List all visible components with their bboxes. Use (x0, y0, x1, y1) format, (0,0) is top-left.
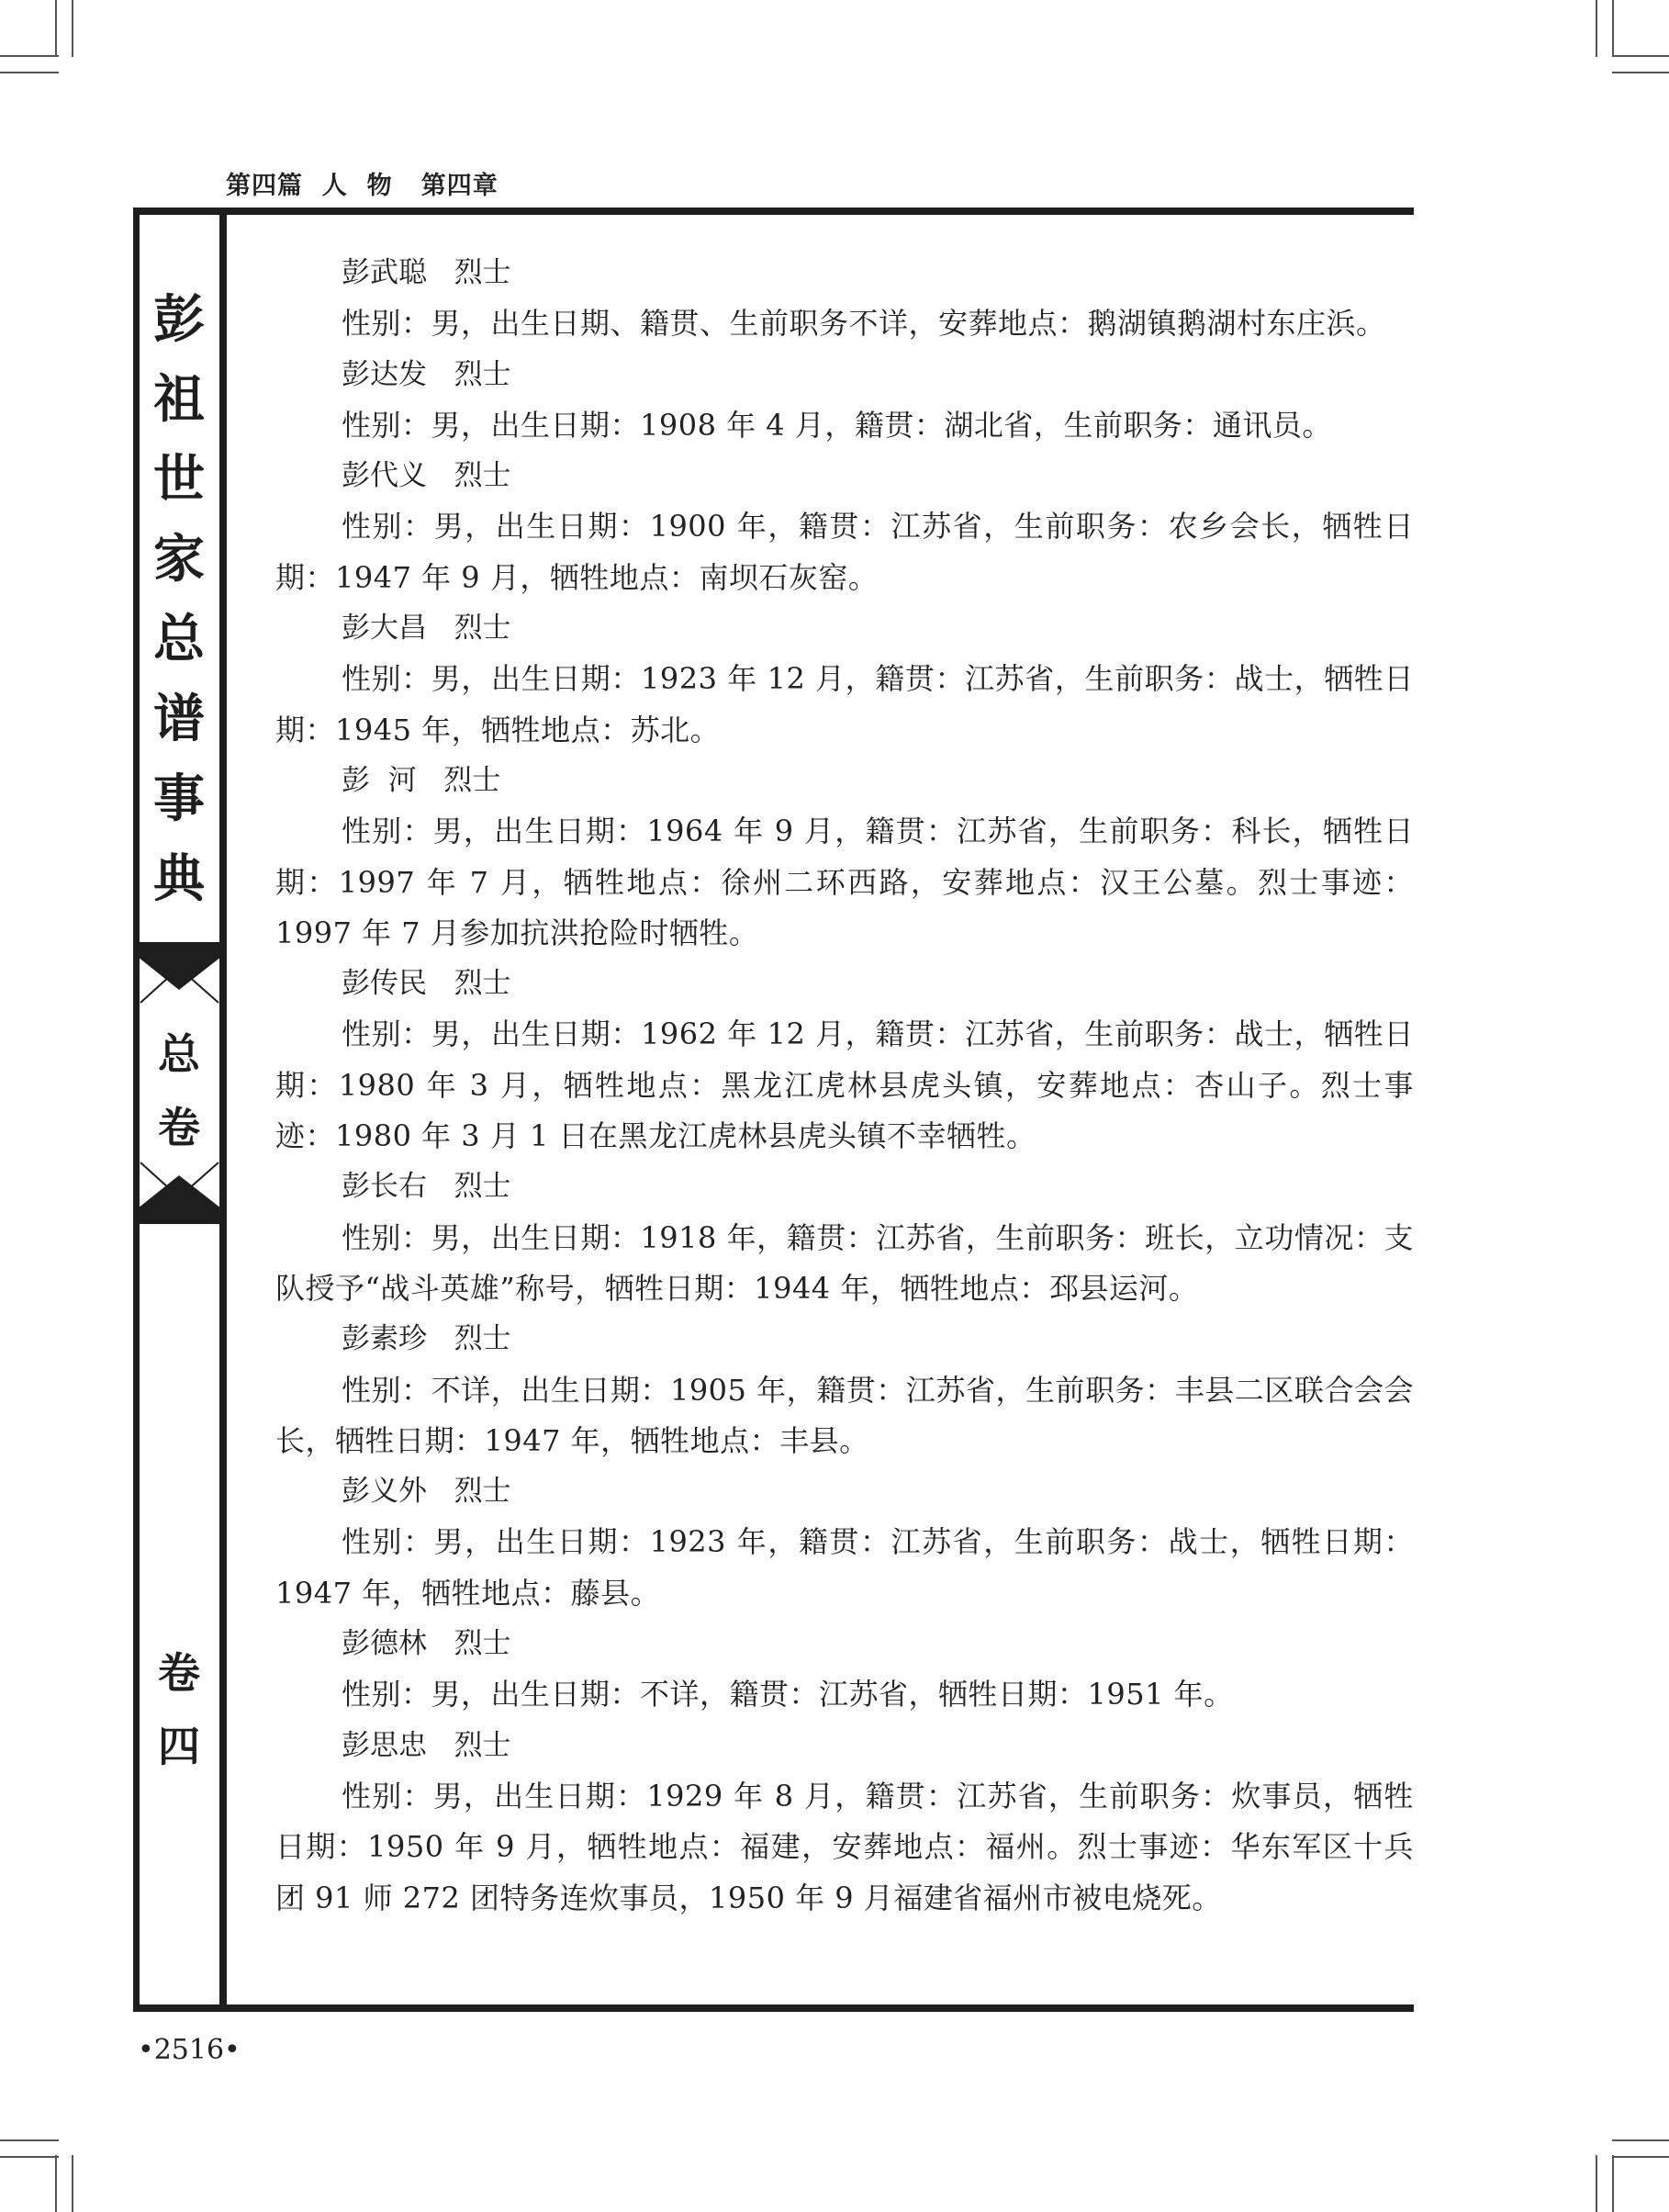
crop-mark (0, 55, 59, 57)
martyr-title: 烈士 (454, 967, 511, 1001)
book-title-vertical (133, 280, 225, 919)
martyr-title: 烈士 (454, 1475, 511, 1509)
entry-heading (275, 959, 1414, 1009)
crop-mark (55, 2155, 57, 2212)
entry-heading (275, 756, 1414, 806)
entry-text: 性别：男，出生日期、籍贯、生前职务不详，安葬地点：鹅湖镇鹅湖村东庄浜。 (342, 306, 1386, 342)
list-item (275, 1162, 1414, 1314)
martyr-name: 彭代义 (342, 459, 427, 493)
crop-mark (1612, 72, 1669, 73)
list-item (275, 350, 1414, 452)
martyr-title: 烈士 (454, 612, 511, 646)
entry-heading (275, 1314, 1414, 1364)
martyr-title: 烈士 (454, 1627, 511, 1661)
entry-heading (275, 248, 1414, 298)
entry-text: 性别：男，出生日期：1908 年 4 月，籍贯：湖北省，生前职务：通讯员。 (342, 407, 1332, 443)
general-volume-label (133, 1017, 225, 1164)
entry-heading (275, 451, 1414, 501)
martyr-title: 烈士 (454, 1170, 511, 1204)
list-item (275, 603, 1414, 756)
list-item (275, 1619, 1414, 1721)
book-title-char: 祖 (153, 370, 205, 430)
entry-text: 性别：不详，出生日期：1905 年，籍贯：江苏省，生前职务：丰县二区联合会会长，牺牲日期：1947 年，牺牲地点：丰县。 (275, 1372, 1414, 1458)
book-title-char: 典 (153, 849, 205, 909)
martyr-name: 彭思忠 (342, 1728, 427, 1762)
book-title-char: 彭 (153, 290, 205, 350)
martyr-name: 彭达发 (342, 357, 427, 391)
book-title-char: 总 (153, 610, 205, 669)
list-item (275, 959, 1414, 1162)
martyr-name: 彭传民 (342, 967, 427, 1001)
list-item (275, 1466, 1414, 1619)
crop-mark (1612, 55, 1669, 57)
martyr-name: 彭大昌 (342, 612, 427, 646)
volume-char: 卷 (158, 1648, 200, 1698)
general-volume-char: 卷 (158, 1103, 200, 1152)
crop-mark (0, 2139, 59, 2141)
top-rule (133, 208, 1414, 215)
entry-text: 性别：男，出生日期：1918 年，籍贯：江苏省，生前职务：班长，立功情况：支队授予“战斗英雄”称号，牺牲日期：1944 年，牺牲地点：邳县运河。 (275, 1219, 1414, 1306)
entries-list (275, 248, 1414, 1924)
martyr-name: 彭武聪 (342, 256, 427, 289)
martyr-title: 烈士 (454, 1728, 511, 1762)
crop-mark (1612, 0, 1614, 57)
entry-text: 性别：男，出生日期：1900 年，籍贯：江苏省，生前职务：农乡会长，牺牲日期：1947 年 9 月，牺牲地点：南坝石灰窑。 (275, 509, 1414, 595)
crop-mark (72, 2155, 73, 2212)
martyr-title: 烈士 (454, 1322, 511, 1356)
crop-mark (1612, 2156, 1669, 2158)
martyr-name: 彭长右 (342, 1170, 427, 1204)
entry-text: 性别：男，出生日期：1964 年 9 月，籍贯：江苏省，生前职务：科长，牺牲日期：1997 年 7 月，牺牲地点：徐州二环西路，安葬地点：汉王公墓。烈士事迹：1997 年 7 月参加抗洪抢险时牺牲。 (275, 814, 1414, 950)
list-item (275, 1721, 1414, 1924)
book-title-char: 事 (153, 769, 205, 829)
martyr-title: 烈士 (443, 763, 501, 797)
martyr-name: 彭义外 (342, 1475, 427, 1509)
entry-heading (275, 603, 1414, 654)
crop-mark (55, 0, 57, 57)
martyr-name: 彭素珍 (342, 1322, 427, 1356)
entry-text: 性别：男，出生日期：1923 年，籍贯：江苏省，生前职务：战士，牺牲日期：1947 年，牺牲地点：藤县。 (275, 1524, 1414, 1611)
crop-mark (1612, 2139, 1669, 2141)
entry-heading (275, 1721, 1414, 1771)
book-title-char: 家 (153, 530, 205, 589)
crop-mark (0, 72, 59, 73)
entry-heading (275, 1466, 1414, 1517)
martyr-title: 烈士 (454, 256, 511, 289)
book-title-char: 世 (153, 450, 205, 510)
bottom-rule (133, 2004, 1414, 2012)
entry-text: 性别：男，出生日期：不详，籍贯：江苏省，牺牲日期：1951 年。 (342, 1677, 1234, 1712)
running-header: 第四篇 人 物 第四章 (226, 172, 498, 200)
entry-text: 性别：男，出生日期：1962 年 12 月，籍贯：江苏省，生前职务：战士，牺牲日期：1980 年 3 月，牺牲地点：黑龙江虎林县虎头镇，安葬地点：杏山子。烈士事迹：1980 年 3 月 1 日在黑龙江虎林县虎头镇不幸牺牲。 (275, 1016, 1414, 1154)
crop-mark (1596, 0, 1597, 57)
entry-text: 性别：男，出生日期：1923 年 12 月，籍贯：江苏省，生前职务：战士，牺牲日期：1945 年，牺牲地点：苏北。 (275, 661, 1414, 747)
entry-heading (275, 350, 1414, 400)
crop-mark (1596, 2155, 1597, 2212)
sidebar-separator (133, 1221, 226, 1224)
list-item (275, 451, 1414, 603)
entry-text: 性别：男，出生日期：1929 年 8 月，籍贯：江苏省，生前职务：炊事员，牺牲日期：1950 年 9 月，牺牲地点：福建，安葬地点：福州。烈士事迹：华东军区十兵团 91 师 272 团特务连炊事员，1950 年 9 月福建省福州市被电烧死。 (275, 1778, 1414, 1915)
entry-heading (275, 1162, 1414, 1212)
crop-mark (72, 0, 73, 57)
crop-mark (1612, 2155, 1614, 2212)
list-item (275, 756, 1414, 959)
martyr-name: 彭德林 (342, 1627, 427, 1661)
martyr-title: 烈士 (454, 459, 511, 493)
general-volume-char: 总 (158, 1029, 200, 1079)
volume-char: 四 (158, 1722, 200, 1771)
page-number: •2516• (138, 2034, 241, 2066)
book-title-char: 谱 (153, 690, 205, 749)
crop-mark (0, 2156, 59, 2158)
volume-label (133, 1636, 225, 1783)
list-item (275, 248, 1414, 350)
martyr-name: 彭 河 (342, 763, 417, 797)
entry-heading (275, 1619, 1414, 1669)
martyr-title: 烈士 (454, 357, 511, 391)
list-item (275, 1314, 1414, 1466)
